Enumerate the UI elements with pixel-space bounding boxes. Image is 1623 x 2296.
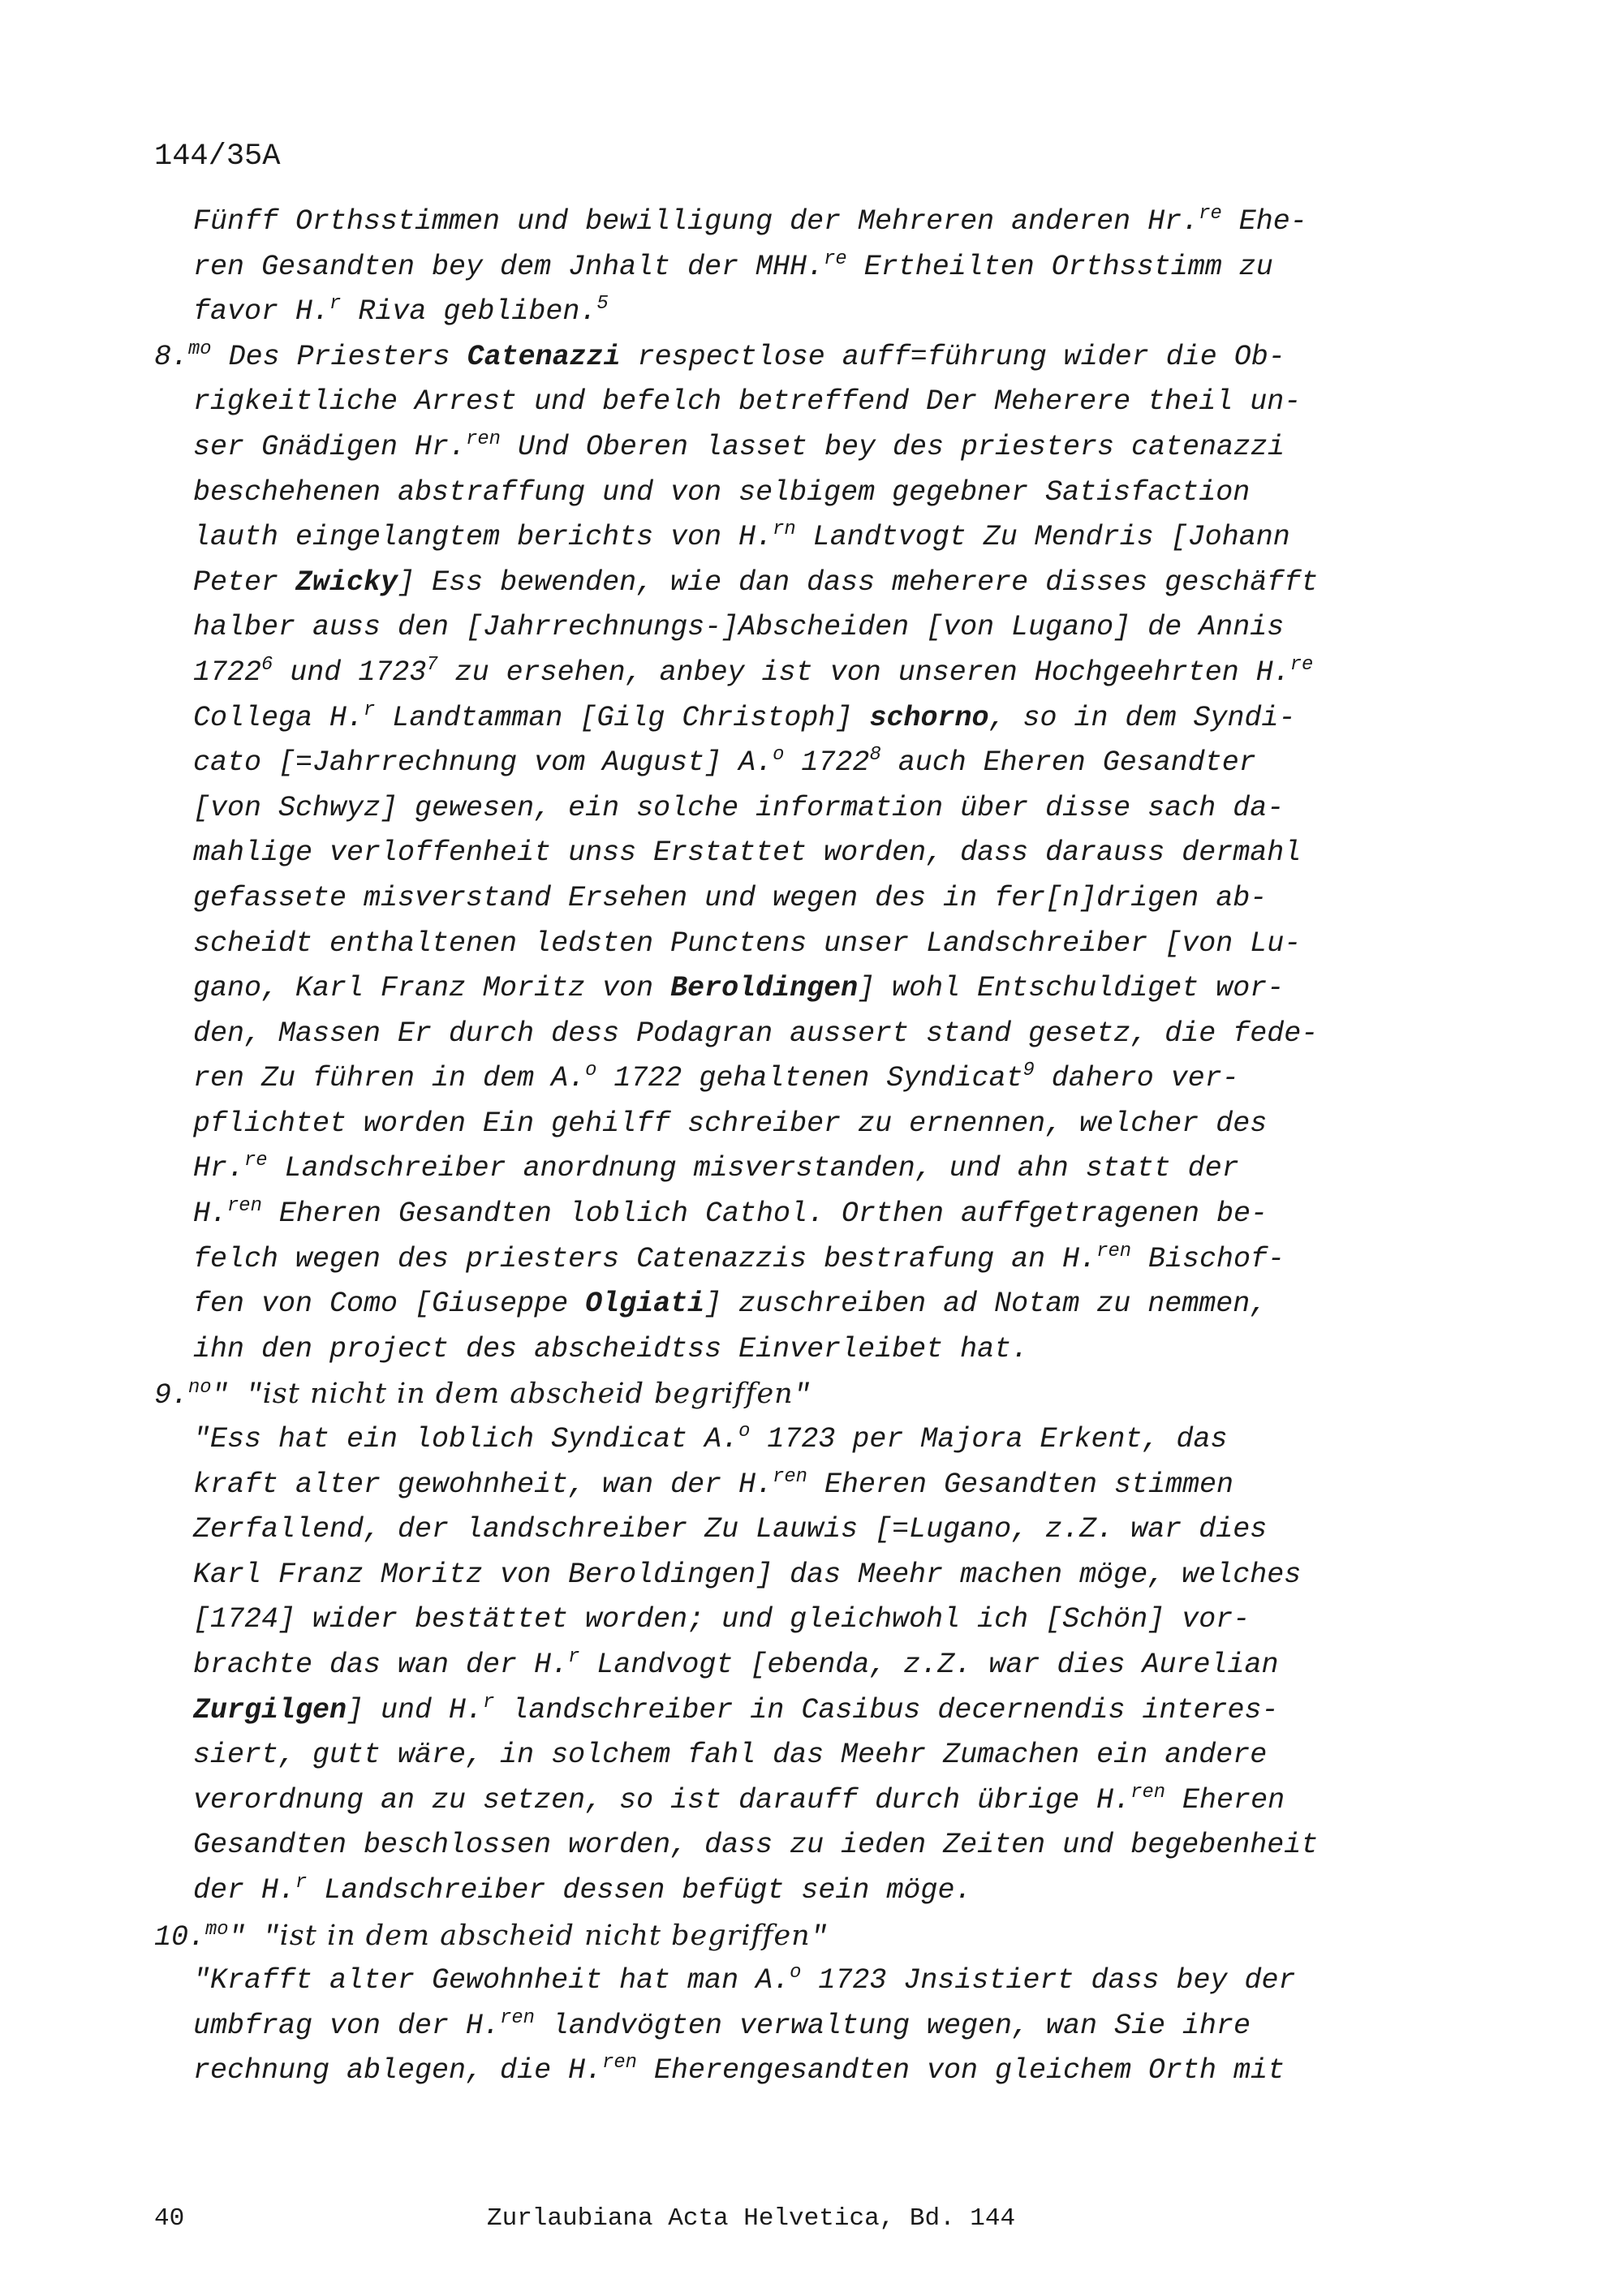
text-line: Collega H.$^r$ Landtamman [Gilg Christoph] schorno, so in dem Syndi-: [193, 699, 1296, 734]
text-line: der H.$^r$ Landschreiber dessen befügt sein möge.: [193, 1871, 972, 1907]
text-line: [von Schwyz] gewesen, ein solche information über disse sach da-: [193, 791, 1285, 824]
text-line: brachte das wan der H.$^r$ Landvogt [ebenda, z.Z. war dies Aurelian: [193, 1645, 1279, 1681]
text-line: ser Gnädigen Hr.$^{ren}$ Und Oberen lasset bey des priesters catenazzi: [193, 428, 1285, 463]
text-line: pflichtet worden Ein gehilff schreiber zu ernennen, welcher des: [193, 1107, 1268, 1140]
text-line: Fünff Orthsstimmen und bewilligung der Mehreren anderen Hr.$^{re}$ Ehe-: [193, 202, 1307, 238]
text-line: 9.$^{no}$" "ist nicht in dem abscheid begriffen": [154, 1377, 811, 1412]
document-id: 144/35A: [154, 140, 281, 174]
text-line: ren Zu führen in dem A.$^o$ 1722 gehaltenen Syndicat$^9$ dahero ver-: [193, 1060, 1239, 1095]
text-line: Gesandten beschlossen worden, dass zu ieden Zeiten und begebenheit: [193, 1829, 1319, 1862]
text-line: 1722$^6$ und 1723$^7$ zu ersehen, anbey ist von unseren Hochgeehrten H.$^{re}$: [193, 653, 1314, 689]
text-line: beschehenen abstraffung und von selbigem gegebner Satisfaction: [193, 475, 1251, 509]
text-line: Hr.$^{re}$ Landschreiber anordnung misverstanden, und ahn statt der: [193, 1150, 1239, 1185]
text-line: fen von Como [Giuseppe Olgiati] zuschreiben ad Notam zu nemmen,: [193, 1288, 1268, 1321]
text-line: felch wegen des priesters Catenazzis bestrafung an H.$^{ren}$ Bischof-: [193, 1240, 1285, 1275]
page-number: 40: [154, 2204, 185, 2233]
text-line: Peter Zwicky] Ess bewenden, wie dan dass meherere disses geschäfft: [193, 565, 1319, 599]
text-line: den, Massen Er durch dess Podagran aussert stand gesetz, die fede-: [193, 1017, 1319, 1050]
text-line: 8.$^{mo}$ Des Priesters Catenazzi respectlose auff=führung wider die Ob-: [154, 338, 1285, 373]
text-line: siert, gutt wäre, in solchem fahl das Meehr Zumachen ein andere: [193, 1739, 1268, 1772]
text-line: umbfrag von der H.$^{ren}$ landvögten verwaltung wegen, wan Sie ihre: [193, 2006, 1251, 2042]
text-line: favor H.$^r$ Riva gebliben.$^5$: [193, 293, 609, 329]
text-line: Zurgilgen] und H.$^r$ landschreiber in Casibus decernendis interes-: [193, 1691, 1279, 1726]
text-line: gefassete misverstand Ersehen und wegen des in fer[n]drigen ab-: [193, 881, 1268, 914]
text-line: cato [=Jahrrechnung vom August] A.$^o$ 1722$^8$ auch Eheren Gesandter: [193, 744, 1256, 780]
text-line: Zerfallend, der landschreiber Zu Lauwis [=Lugano, z.Z. war dies: [193, 1513, 1268, 1546]
text-line: "Ess hat ein loblich Syndicat A.$^o$ 1723 per Majora Erkent, das: [193, 1420, 1228, 1456]
footer-title: Zurlaubiana Acta Helvetica, Bd. 144: [487, 2204, 1016, 2233]
text-line: kraft alter gewohnheit, wan der H.$^{ren}$ Eheren Gesandten stimmen: [193, 1465, 1234, 1501]
text-line: H.$^{ren}$ Eheren Gesandten loblich Cathol. Orthen auffgetragenen be-: [193, 1194, 1268, 1231]
text-line: rechnung ablegen, die H.$^{ren}$ Eherengesandten von gleichem Orth mit: [193, 2052, 1285, 2087]
text-line: "Krafft alter Gewohnheit hat man A.$^o$ 1723 Jnsistiert dass bey der: [193, 1962, 1296, 1997]
text-line: [1724] wider bestättet worden; und gleichwohl ich [Schön] vor-: [193, 1603, 1251, 1636]
text-line: gano, Karl Franz Moritz von Beroldingen] wohl Entschuldiget wor-: [193, 972, 1285, 1005]
text-line: scheidt enthaltenen ledsten Punctens unser Landschreiber [von Lu-: [193, 927, 1302, 960]
body-text: [154, 200, 1420, 2094]
text-line: mahlige verloffenheit unss Erstattet worden, dass darauss dermahl: [193, 836, 1302, 870]
text-line: rigkeitliche Arrest und befelch betreffend Der Meherere theil un-: [193, 385, 1302, 419]
text-line: ren Gesandten bey dem Jnhalt der MHH.$^{re}$ Ertheilten Orthsstimm zu: [193, 247, 1273, 283]
text-line: 10.$^{mo}$" "ist in dem abscheid nicht begriffen": [154, 1918, 828, 1954]
text-line: lauth eingelangtem berichts von H.$^{rn}$ Landtvogt Zu Mendris [Johann: [193, 518, 1290, 554]
text-line: verordnung an zu setzen, so ist darauff durch übrige H.$^{ren}$ Eheren: [193, 1781, 1285, 1817]
text-line: halber auss den [Jahrrechnungs-]Abscheiden [von Lugano] de Annis: [193, 611, 1285, 644]
text-line: Karl Franz Moritz von Beroldingen] das Meehr machen möge, welches: [193, 1558, 1302, 1591]
text-line: ihn den project des abscheidtss Einverleibet hat.: [193, 1332, 1029, 1365]
